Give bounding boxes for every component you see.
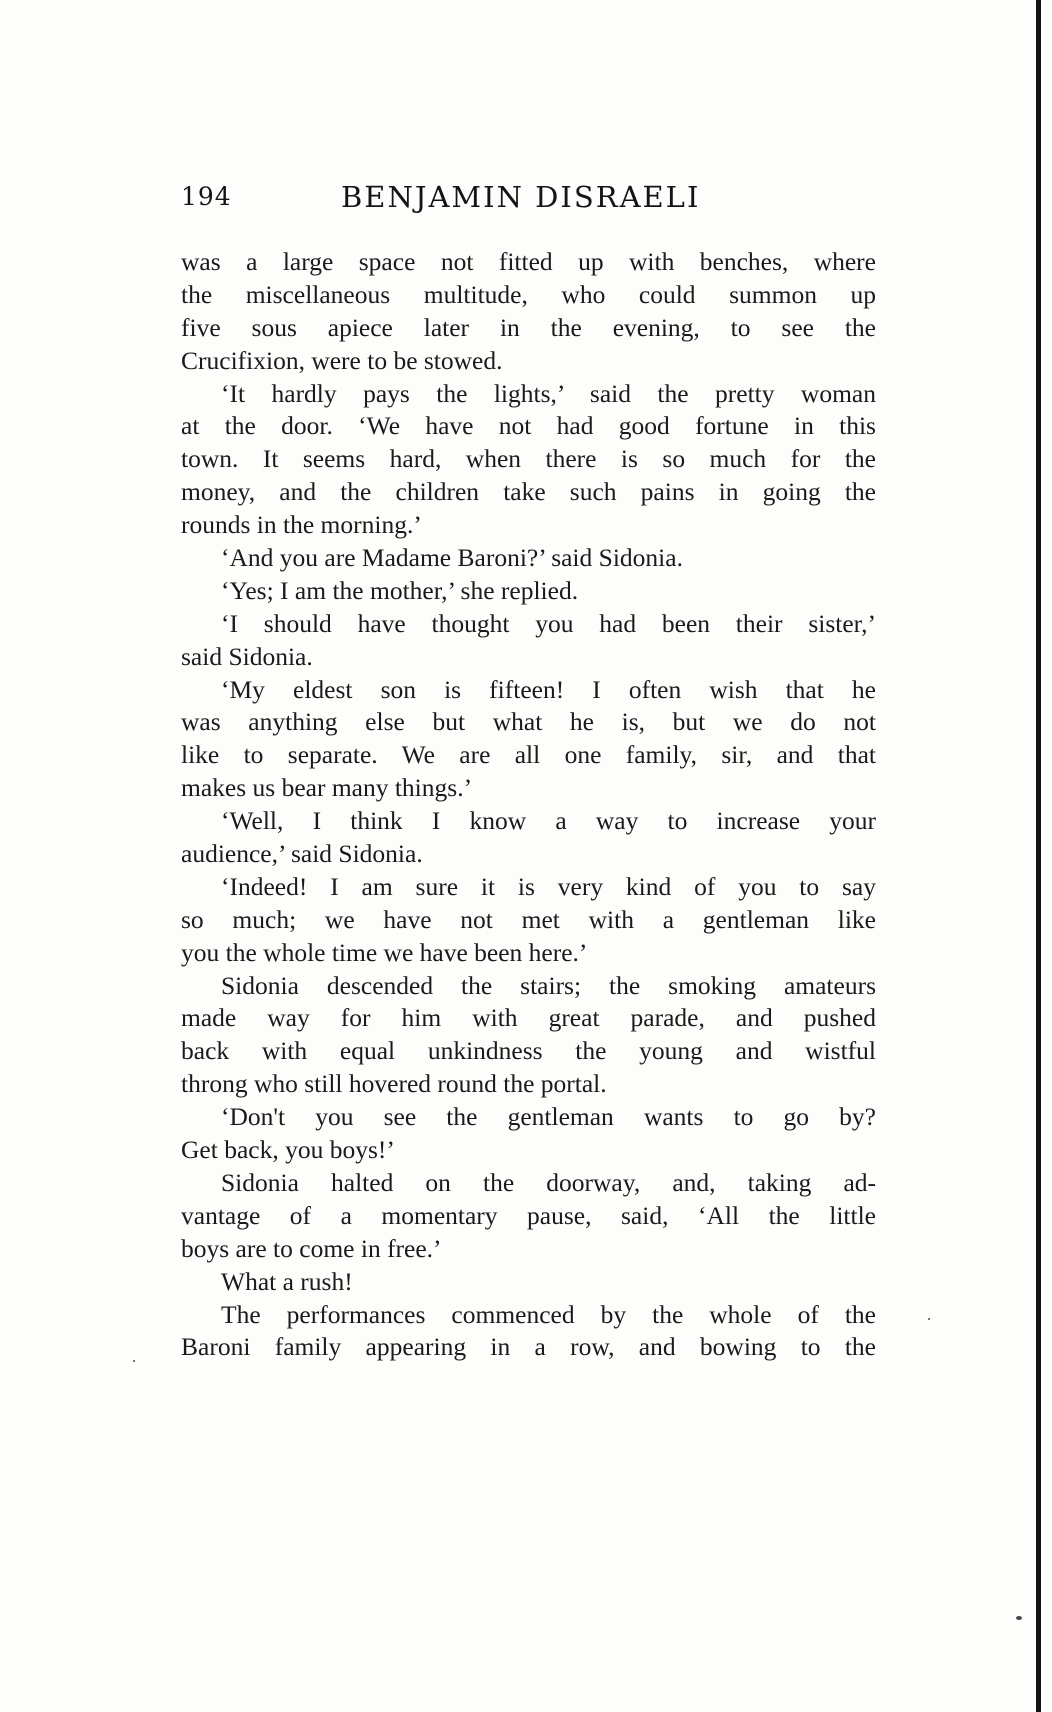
text-line: Sidonia halted on the doorway, and, taking ad- bbox=[221, 1167, 876, 1197]
paper-speck bbox=[1016, 1616, 1022, 1620]
text-line: the miscellaneous multitude, who could summon up bbox=[181, 279, 876, 309]
text-line: said Sidonia. bbox=[181, 641, 313, 671]
text-line: rounds in the morning.’ bbox=[181, 510, 422, 540]
text-line: Crucifixion, were to be stowed. bbox=[181, 345, 503, 375]
text-line: five sous apiece later in the evening, to see the bbox=[181, 312, 876, 342]
paper-speck bbox=[928, 1318, 930, 1320]
text-line: makes us bear many things.’ bbox=[181, 773, 473, 803]
text-line: ‘Don't you see the gentleman wants to go by? bbox=[221, 1102, 876, 1132]
body-text bbox=[181, 246, 876, 1364]
text-line: you the whole time we have been here.’ bbox=[181, 937, 588, 967]
text-line: boys are to come in free.’ bbox=[181, 1233, 442, 1263]
text-line: vantage of a momentary pause, said, ‘All the little bbox=[181, 1200, 876, 1230]
page-edge-shadow bbox=[1036, 0, 1041, 1712]
text-line: so much; we have not met with a gentleman like bbox=[181, 904, 876, 934]
page-header bbox=[181, 180, 881, 220]
text-line: made way for him with great parade, and pushed bbox=[181, 1003, 876, 1033]
text-line: ‘I should have thought you had been their sister,’ bbox=[221, 608, 876, 638]
text-line: ‘Indeed! I am sure it is very kind of you to say bbox=[221, 871, 876, 901]
text-line: back with equal unkindness the young and wistful bbox=[181, 1036, 876, 1066]
running-title: BENJAMIN DISRAELI bbox=[341, 180, 701, 214]
text-line: ‘And you are Madame Baroni?’ said Sidonia. bbox=[221, 543, 683, 573]
text-line: The performances commenced by the whole of the bbox=[221, 1299, 876, 1329]
text-line: town. It seems hard, when there is so much for the bbox=[181, 444, 876, 474]
page-number: 194 bbox=[181, 182, 232, 211]
paper-speck bbox=[133, 1360, 135, 1362]
text-line: at the door. ‘We have not had good fortune in this bbox=[181, 411, 876, 441]
text-line: throng who still hovered round the portal. bbox=[181, 1069, 607, 1099]
text-line: ‘It hardly pays the lights,’ said the pretty woman bbox=[221, 378, 876, 408]
text-line: Sidonia descended the stairs; the smoking amateurs bbox=[221, 970, 876, 1000]
text-line: was anything else but what he is, but we do not bbox=[181, 707, 876, 737]
text-line: Get back, you boys!’ bbox=[181, 1135, 395, 1165]
text-line: ‘Yes; I am the mother,’ she replied. bbox=[221, 575, 579, 605]
text-line: ‘Well, I think I know a way to increase your bbox=[221, 806, 876, 836]
text-line: like to separate. We are all one family, sir, and that bbox=[181, 740, 876, 770]
text-line: ‘My eldest son is fifteen! I often wish that he bbox=[221, 674, 876, 704]
text-line: Baroni family appearing in a row, and bowing to the bbox=[181, 1332, 876, 1362]
text-line: audience,’ said Sidonia. bbox=[181, 839, 423, 869]
text-line: What a rush! bbox=[221, 1266, 353, 1296]
text-line: money, and the children take such pains in going the bbox=[181, 477, 876, 507]
text-line: was a large space not fitted up with benches, where bbox=[181, 247, 876, 276]
